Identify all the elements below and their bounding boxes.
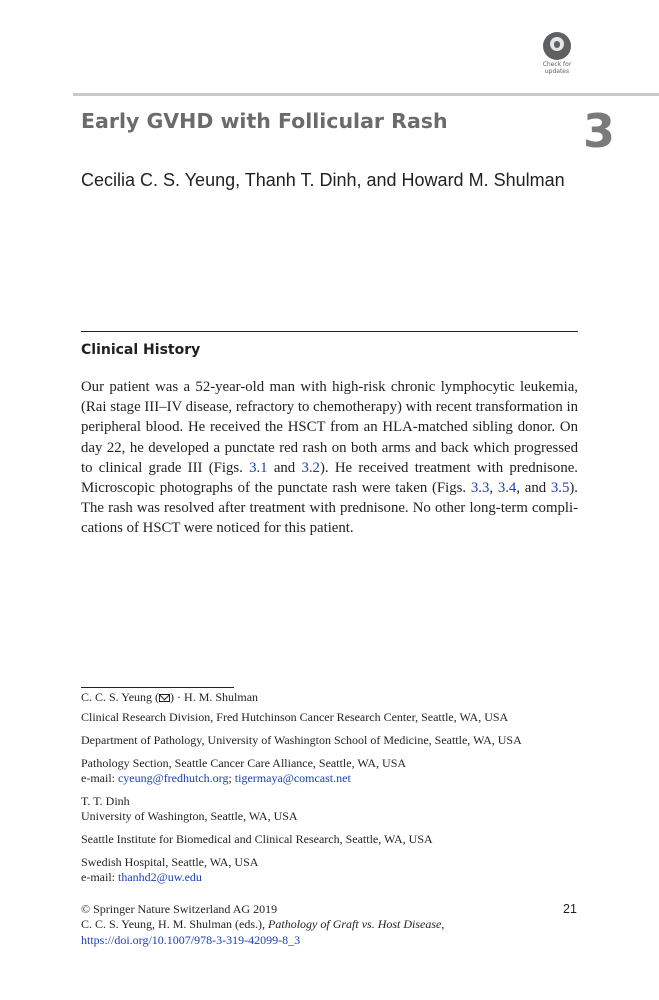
- chapter-number: 3: [583, 104, 616, 158]
- text-run: e-mail:: [81, 870, 118, 884]
- clinical-history-paragraph: [81, 377, 578, 539]
- figure-link-3-1[interactable]: 3.1: [249, 459, 268, 476]
- header-rule: [73, 93, 659, 96]
- text-run: ,: [489, 480, 498, 497]
- text-run: ;: [228, 771, 235, 785]
- section-heading: Clinical History: [81, 342, 201, 358]
- text-run: Microscopic photographs of the punctate rash were taken (Figs.: [81, 480, 471, 497]
- affiliation-line: Swedish Hospital, Seattle, WA, USA: [81, 855, 259, 869]
- body-line: Our patient was a 52-year-old man with high-risk chronic lymphocytic leukemia,: [81, 379, 578, 395]
- email-line: [81, 869, 202, 885]
- figure-link-3-3[interactable]: 3.3: [470, 480, 490, 497]
- envelope-icon[interactable]: [159, 694, 170, 702]
- affiliation-line: [81, 689, 258, 705]
- email-line: [81, 770, 351, 786]
- footnote-rule: [81, 687, 234, 688]
- badge-label: [534, 61, 580, 75]
- text-run: e-mail:: [81, 771, 118, 785]
- body-line: [81, 478, 578, 498]
- affiliation-line: Pathology Section, Seattle Cancer Care Alliance, Seattle, WA, USA: [81, 756, 407, 770]
- affiliation-line: University of Washington, Seattle, WA, USA: [81, 809, 298, 823]
- figure-link-3-5[interactable]: 3.5: [550, 480, 570, 497]
- body-line: [81, 458, 578, 478]
- page-number: 21: [563, 902, 577, 916]
- text-run: , and: [516, 480, 551, 497]
- body-line: peripheral blood. He received the HSCT from an HLA-matched sibling donor. On: [81, 419, 578, 436]
- text-run: and: [267, 459, 302, 476]
- affiliation-line: Department of Pathology, University of Washington School of Medicine, Seattle, WA, USA: [81, 733, 522, 747]
- body-line: The rash was resolved after treatment with prednisone. No other long-term compli-: [81, 500, 578, 517]
- badge-line2: updates: [544, 68, 570, 75]
- affiliation-line: T. T. Dinh: [81, 794, 130, 808]
- text-run: C. C. S. Yeung, H. M. Shulman (eds.),: [81, 917, 269, 931]
- section-rule: [81, 331, 578, 332]
- text-run: ) · H. M. Shulman: [170, 690, 259, 704]
- email-link[interactable]: thanhd2@uw.edu: [117, 870, 202, 884]
- affiliation-line: Seattle Institute for Biomedical and Clinical Research, Seattle, WA, USA: [81, 832, 433, 846]
- chapter-title: Early GVHD with Follicular Rash: [81, 109, 448, 133]
- text-run: ). He received treatment with prednisone.: [319, 459, 578, 476]
- email-link[interactable]: tigermaya@comcast.net: [234, 771, 351, 785]
- doi-line: [81, 932, 300, 948]
- text-run: C. C. S. Yeung (: [81, 690, 160, 704]
- body-line: day 22, he developed a punctate red rash on both arms and back which progressed: [81, 439, 578, 456]
- body-line: cations of HSCT were noticed for this patient.: [81, 520, 354, 537]
- body-line: (Rai stage III–IV disease, refractory to chemotherapy) with recent transformation in: [81, 399, 578, 416]
- copyright-line: © Springer Nature Switzerland AG 2019: [81, 902, 278, 916]
- check-for-updates-badge[interactable]: [534, 32, 580, 78]
- author-list: Cecilia C. S. Yeung, Thanh T. Dinh, and Howard M. Shulman: [81, 170, 565, 190]
- affiliation-line: Clinical Research Division, Fred Hutchinson Cancer Research Center, Seattle, WA, USA: [81, 710, 509, 724]
- doi-link[interactable]: https://doi.org/10.1007/978-3-319-42099-8_3: [81, 933, 301, 947]
- check-for-updates-icon: [543, 32, 571, 60]
- text-run: to clinical grade III (Figs.: [81, 459, 250, 476]
- email-link[interactable]: cyeung@fredhutch.org: [117, 771, 229, 785]
- figure-link-3-4[interactable]: 3.4: [497, 480, 517, 497]
- text-run: ).: [569, 480, 579, 497]
- citation-line: [81, 916, 444, 932]
- figure-link-3-2[interactable]: 3.2: [301, 459, 320, 476]
- text-run: ,: [441, 917, 445, 931]
- book-title: Pathology of Graft vs. Host Disease: [268, 917, 442, 931]
- badge-line1: Check for: [542, 61, 572, 68]
